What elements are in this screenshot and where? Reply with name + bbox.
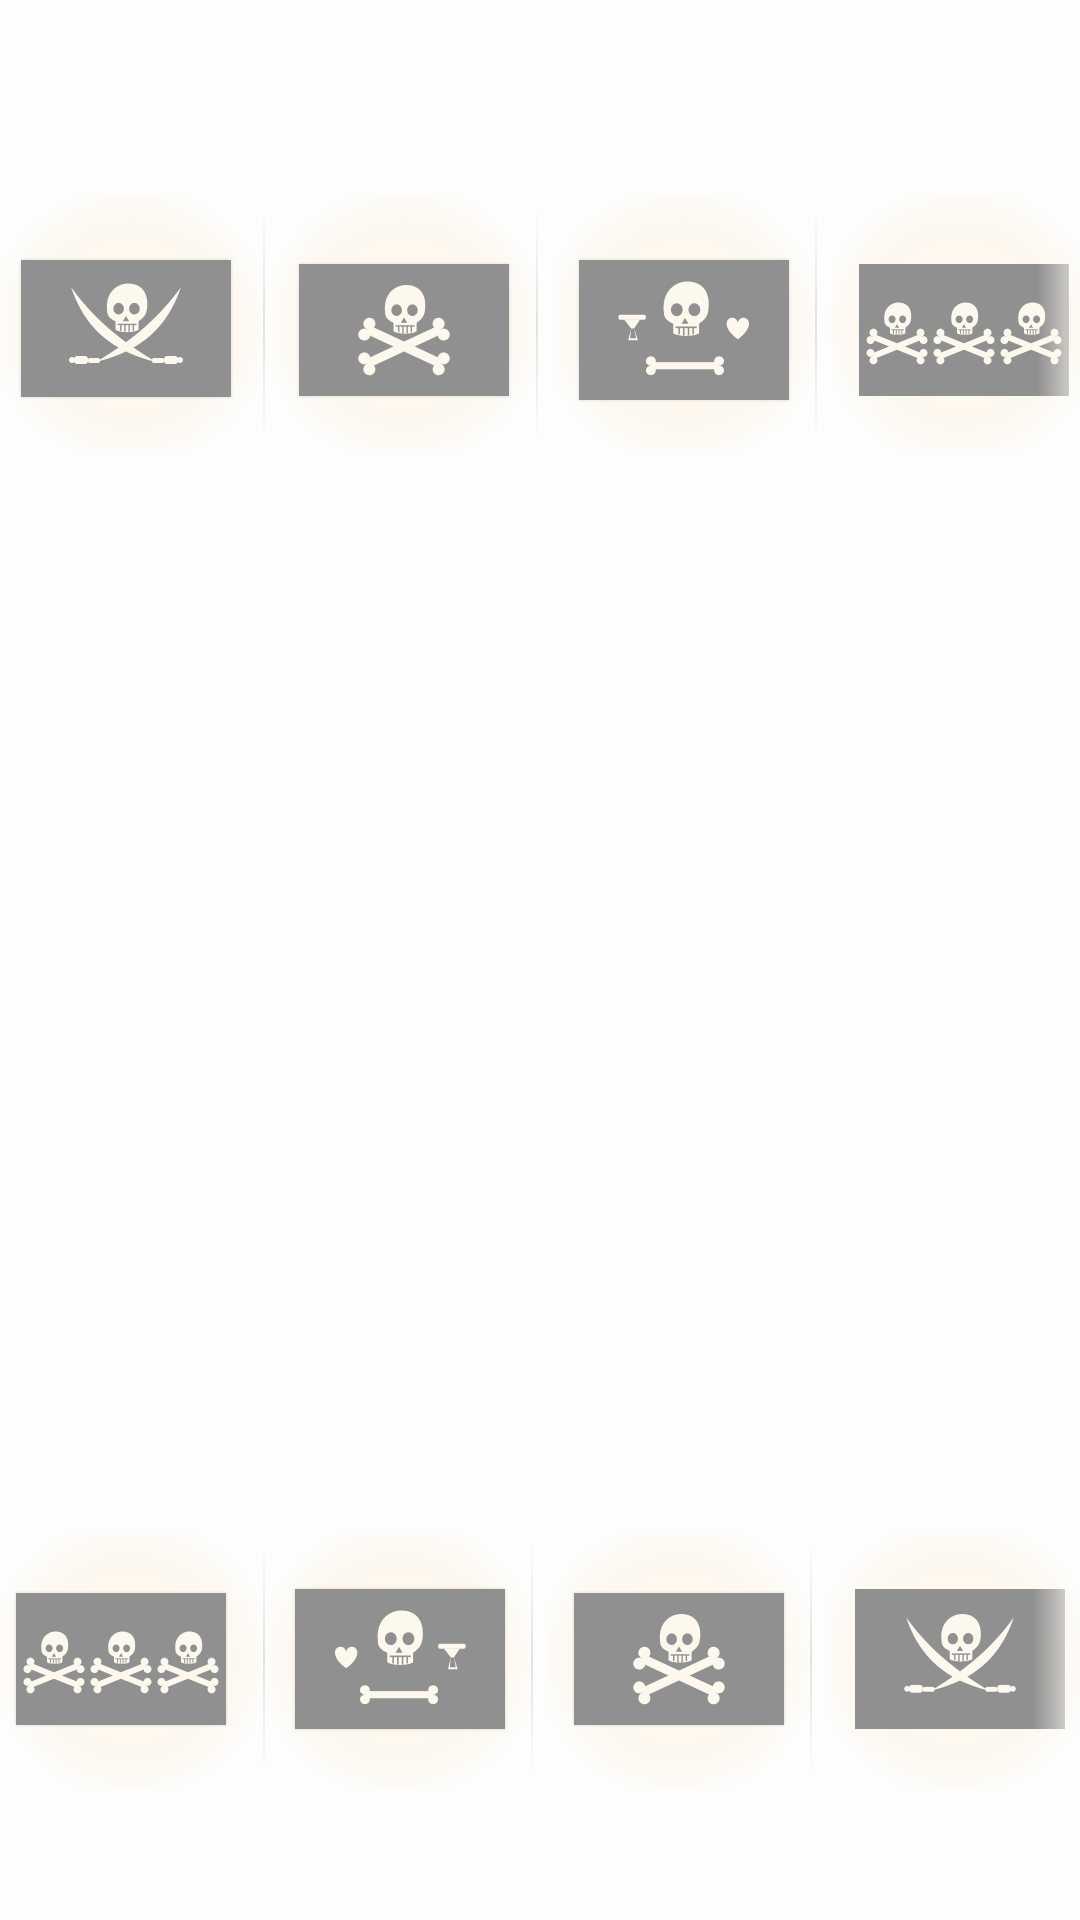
flag-tile[interactable] [0, 1528, 262, 1788]
flag-tile[interactable] [0, 195, 262, 455]
skull-heart-hourglass-flag [579, 260, 789, 400]
skull-heart-hourglass-flag [295, 1589, 505, 1729]
skull-crossed-cutlasses-flag [855, 1589, 1065, 1729]
skull-crossed-cutlasses-icon [21, 260, 231, 397]
skull-crossbones-flag [574, 1593, 784, 1725]
skull-heart-hourglass-icon [579, 260, 789, 397]
skull-heart-hourglass-icon [295, 1589, 505, 1726]
skull-crossed-cutlasses-icon [855, 1589, 1065, 1726]
flag-tile[interactable] [273, 195, 535, 455]
three-skulls-crossbones-flag [859, 264, 1069, 396]
flag-tile[interactable] [547, 1528, 809, 1788]
skull-crossbones-icon [299, 264, 509, 401]
three-skulls-crossbones-icon [16, 1593, 226, 1730]
flag-tile[interactable] [552, 195, 814, 455]
flag-tile[interactable] [825, 1528, 1080, 1788]
top-flag-row [0, 195, 1080, 455]
bottom-flag-row [0, 1528, 1080, 1788]
skull-crossbones-icon [574, 1593, 784, 1730]
flag-tile[interactable] [830, 195, 1080, 455]
flag-tile[interactable] [268, 1528, 530, 1788]
skull-crossbones-flag [299, 264, 509, 396]
three-skulls-crossbones-icon [859, 264, 1069, 401]
skull-crossed-cutlasses-flag [21, 260, 231, 397]
three-skulls-crossbones-flag [16, 1593, 226, 1725]
